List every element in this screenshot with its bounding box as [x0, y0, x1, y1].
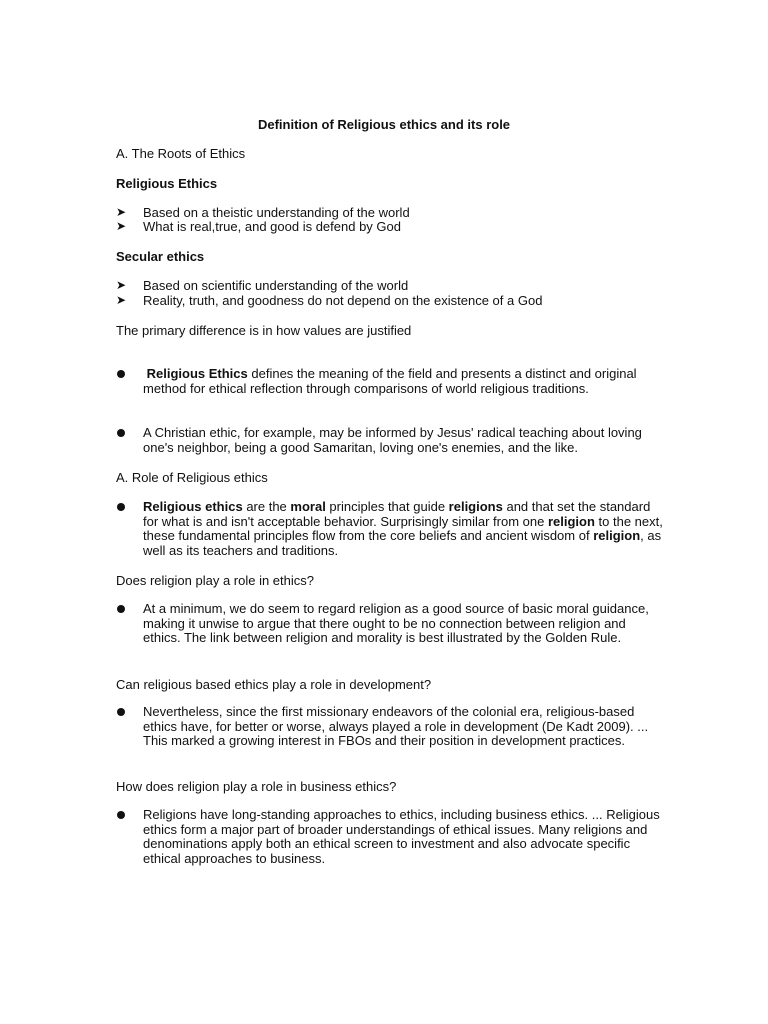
paragraph-text: and that set the standard for what is and isn't acceptable behavior. Surprisingly similar from one — [143, 499, 651, 529]
round-bullet-icon — [117, 429, 125, 437]
document-title: Definition of Religious ethics and its role — [257, 117, 511, 132]
religious-bullet-2: What is real,true, and good is defend by God — [143, 219, 401, 234]
roots-heading: A. The Roots of Ethics — [116, 146, 246, 161]
round-bullet-icon — [117, 811, 125, 819]
primary-difference-text: The primary difference is in how values are justified — [116, 323, 412, 338]
round-bullet-icon — [117, 503, 125, 511]
emphasis-text: religions — [448, 499, 503, 514]
emphasis-text: moral — [290, 499, 326, 514]
paragraph-text: , as well as its teachers and traditions. — [143, 528, 662, 558]
paragraph-business-ethics — [143, 808, 663, 866]
round-bullet-icon — [117, 370, 125, 378]
paragraph-text: are the — [242, 499, 291, 514]
paragraph-development — [143, 705, 663, 749]
religious-ethics-heading: Religious Ethics — [116, 176, 218, 191]
paragraph-text: A Christian ethic, for example, may be informed by Jesus' radical teaching about loving one's neighbor, being a good Samaritan, loving one's enemies, and the like. — [143, 425, 642, 455]
round-bullet-icon — [117, 708, 125, 716]
emphasis-text: Religious ethics — [143, 499, 243, 514]
secular-ethics-heading: Secular ethics — [116, 249, 205, 264]
round-bullet-icon — [117, 605, 125, 613]
question-role-in-development: Can religious based ethics play a role in development? — [116, 677, 432, 692]
question-religion-in-ethics: Does religion play a role in ethics? — [116, 573, 314, 588]
paragraph-moral-guidance — [143, 602, 663, 646]
paragraph-christian-ethic — [143, 426, 663, 455]
paragraph-religious-ethics-definition — [143, 367, 663, 396]
arrow-bullet-icon: ➤ — [116, 219, 127, 233]
arrow-bullet-icon: ➤ — [116, 278, 127, 292]
religious-bullet-1: Based on a theistic understanding of the world — [143, 205, 410, 220]
role-heading: A. Role of Religious ethics — [116, 470, 268, 485]
arrow-bullet-icon: ➤ — [116, 293, 127, 307]
question-business-ethics: How does religion play a role in business ethics? — [116, 779, 397, 794]
arrow-bullet-icon: ➤ — [116, 205, 127, 219]
paragraph-text: Nevertheless, since the first missionary endeavors of the colonial era, religious-based ethics have, for better or worse, always played a role in development (De Kadt 2009). ... This marked a growing interest in FBOs and their position in development practices. — [143, 704, 649, 749]
emphasis-text: religion — [593, 528, 641, 544]
secular-bullet-1: Based on scientific understanding of the world — [143, 278, 409, 293]
emphasis-text: Religious Ethics — [146, 366, 248, 381]
paragraph-text: to the next, these fundamental principles flow from the core beliefs and ancient wisdom of — [143, 513, 663, 544]
emphasis-text: religion — [547, 513, 595, 529]
paragraph-role-of-religious-ethics — [143, 500, 663, 558]
paragraph-text: defines the meaning of the field and presents a distinct and original method for ethical reflection through comparisons of world religious traditions. — [143, 366, 637, 396]
paragraph-text: At a minimum, we do seem to regard religion as a good source of basic moral guidance, making it unwise to argue that there ought to be no connection between religion and ethics. The link between religion and morality is best illustrated by the Golden Rule. — [143, 601, 649, 646]
paragraph-text: Religions have long-standing approaches to ethics, including business ethics. ... Religious ethics form a major part of broader understandings of ethical issues. Many religions and denominations apply both an ethical screen to investment and also advocate specific ethical approaches to business. — [143, 807, 660, 866]
secular-bullet-2: Reality, truth, and goodness do not depend on the existence of a God — [143, 293, 543, 308]
paragraph-text: principles that guide — [325, 499, 449, 514]
